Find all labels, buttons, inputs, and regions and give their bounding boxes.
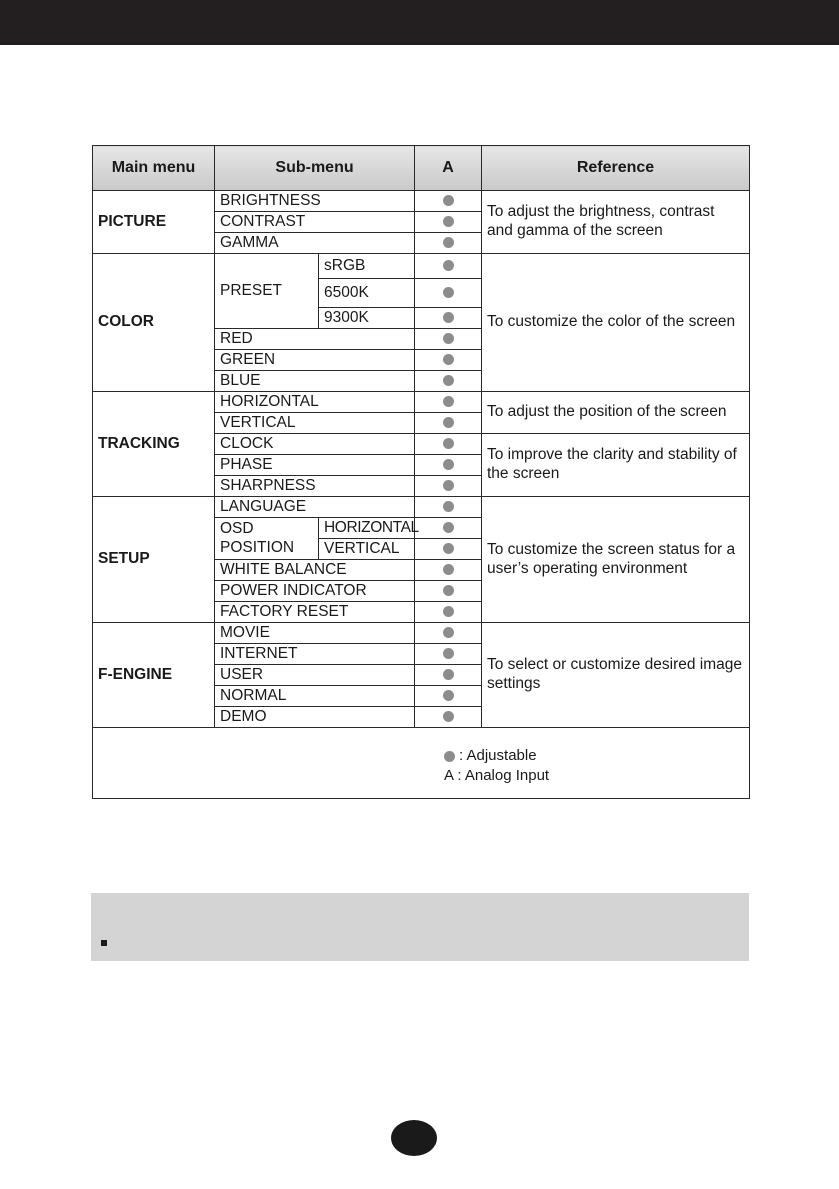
sub-menu-osd-vertical: VERTICAL — [319, 539, 415, 560]
sub-menu-preset: PRESET — [215, 254, 319, 329]
main-menu-color: COLOR — [93, 254, 215, 392]
adjustable-dot-icon — [443, 501, 454, 512]
sub-menu-power-indicator: POWER INDICATOR — [215, 581, 415, 602]
sub-menu-phase: PHASE — [215, 455, 415, 476]
reference-picture: To adjust the brightness, contrast and gamma of the screen — [482, 191, 750, 254]
reference-f-engine: To select or customize desired image settings — [482, 623, 750, 728]
main-menu-picture: PICTURE — [93, 191, 215, 254]
sub-menu-movie: MOVIE — [215, 623, 415, 644]
sub-menu-srgb: sRGB — [319, 254, 415, 279]
header-sub-menu: Sub-menu — [215, 146, 415, 191]
reference-tracking-position: To adjust the position of the screen — [482, 392, 750, 434]
sub-menu-user: USER — [215, 665, 415, 686]
adjustable-dot-icon — [443, 287, 454, 298]
sub-menu-clock: CLOCK — [215, 434, 415, 455]
adjustable-dot-icon — [443, 216, 454, 227]
adjustable-dot-icon — [443, 237, 454, 248]
sub-menu-vertical: VERTICAL — [215, 413, 415, 434]
adjustable-dot-icon — [443, 333, 454, 344]
sub-menu-osd-horizontal: HORIZONTAL — [319, 518, 415, 539]
adjustable-dot-icon — [443, 195, 454, 206]
adjustable-dot-icon — [443, 669, 454, 680]
main-menu-f-engine: F-ENGINE — [93, 623, 215, 728]
main-menu-setup: SETUP — [93, 497, 215, 623]
sub-menu-language: LANGUAGE — [215, 497, 415, 518]
adjustable-dot-icon — [443, 459, 454, 470]
adjustable-dot-icon — [443, 480, 454, 491]
table-row — [93, 191, 750, 212]
sub-menu-green: GREEN — [215, 350, 415, 371]
table-row — [93, 254, 750, 279]
header-bar — [0, 0, 839, 45]
adjustable-dot-icon — [443, 543, 454, 554]
adjustable-dot-icon — [444, 751, 455, 762]
adjustable-dot-icon — [443, 648, 454, 659]
sub-menu-red: RED — [215, 329, 415, 350]
sub-menu-factory-reset: FACTORY RESET — [215, 602, 415, 623]
legend-row — [93, 728, 750, 799]
adjustable-dot-icon — [443, 606, 454, 617]
adjustable-dot-icon — [443, 690, 454, 701]
adjustable-dot-icon — [443, 522, 454, 533]
sub-menu-contrast: CONTRAST — [215, 212, 415, 233]
reference-color: To customize the color of the screen — [482, 254, 750, 392]
adjustable-dot-icon — [443, 564, 454, 575]
adjustable-dot-icon — [443, 354, 454, 365]
legend-cell — [93, 728, 750, 799]
table-header-row — [93, 146, 750, 191]
adjustable-dot-icon — [443, 260, 454, 271]
reference-tracking-clarity: To improve the clarity and stability of the screen — [482, 434, 750, 497]
sub-menu-osd-position: OSD POSITION — [215, 518, 319, 560]
sub-menu-white-balance: WHITE BALANCE — [215, 560, 415, 581]
sub-menu-blue: BLUE — [215, 371, 415, 392]
adjustable-dot-icon — [443, 585, 454, 596]
sub-menu-9300k: 9300K — [319, 308, 415, 329]
adjustable-dot-icon — [443, 438, 454, 449]
sub-menu-6500k: 6500K — [319, 279, 415, 308]
sub-menu-brightness: BRIGHTNESS — [215, 191, 415, 212]
square-bullet-icon — [101, 940, 107, 946]
main-menu-tracking: TRACKING — [93, 392, 215, 497]
sub-menu-horizontal: HORIZONTAL — [215, 392, 415, 413]
adjustable-dot-icon — [443, 417, 454, 428]
note-box — [91, 893, 749, 961]
sub-menu-sharpness: SHARPNESS — [215, 476, 415, 497]
header-reference: Reference — [482, 146, 750, 191]
header-main-menu: Main menu — [93, 146, 215, 191]
table-row — [93, 497, 750, 518]
sub-menu-normal: NORMAL — [215, 686, 415, 707]
adjustable-dot-icon — [443, 396, 454, 407]
sub-menu-demo: DEMO — [215, 707, 415, 728]
adjustable-dot-icon — [443, 711, 454, 722]
sub-menu-internet: INTERNET — [215, 644, 415, 665]
legend — [444, 746, 549, 786]
adjustable-dot-icon — [443, 375, 454, 386]
page-number-badge — [391, 1120, 437, 1156]
table-row — [93, 623, 750, 644]
osd-menu-table — [92, 145, 750, 799]
legend-analog-input: A : Analog Input — [444, 767, 550, 784]
header-analog: A — [415, 146, 482, 191]
table-row — [93, 392, 750, 413]
adjustable-dot-icon — [443, 627, 454, 638]
reference-setup: To customize the screen status for a user’s operating environment — [482, 497, 750, 623]
sub-menu-gamma: GAMMA — [215, 233, 415, 254]
legend-adjustable: : Adjustable — [459, 747, 537, 764]
adjustable-dot-icon — [443, 312, 454, 323]
